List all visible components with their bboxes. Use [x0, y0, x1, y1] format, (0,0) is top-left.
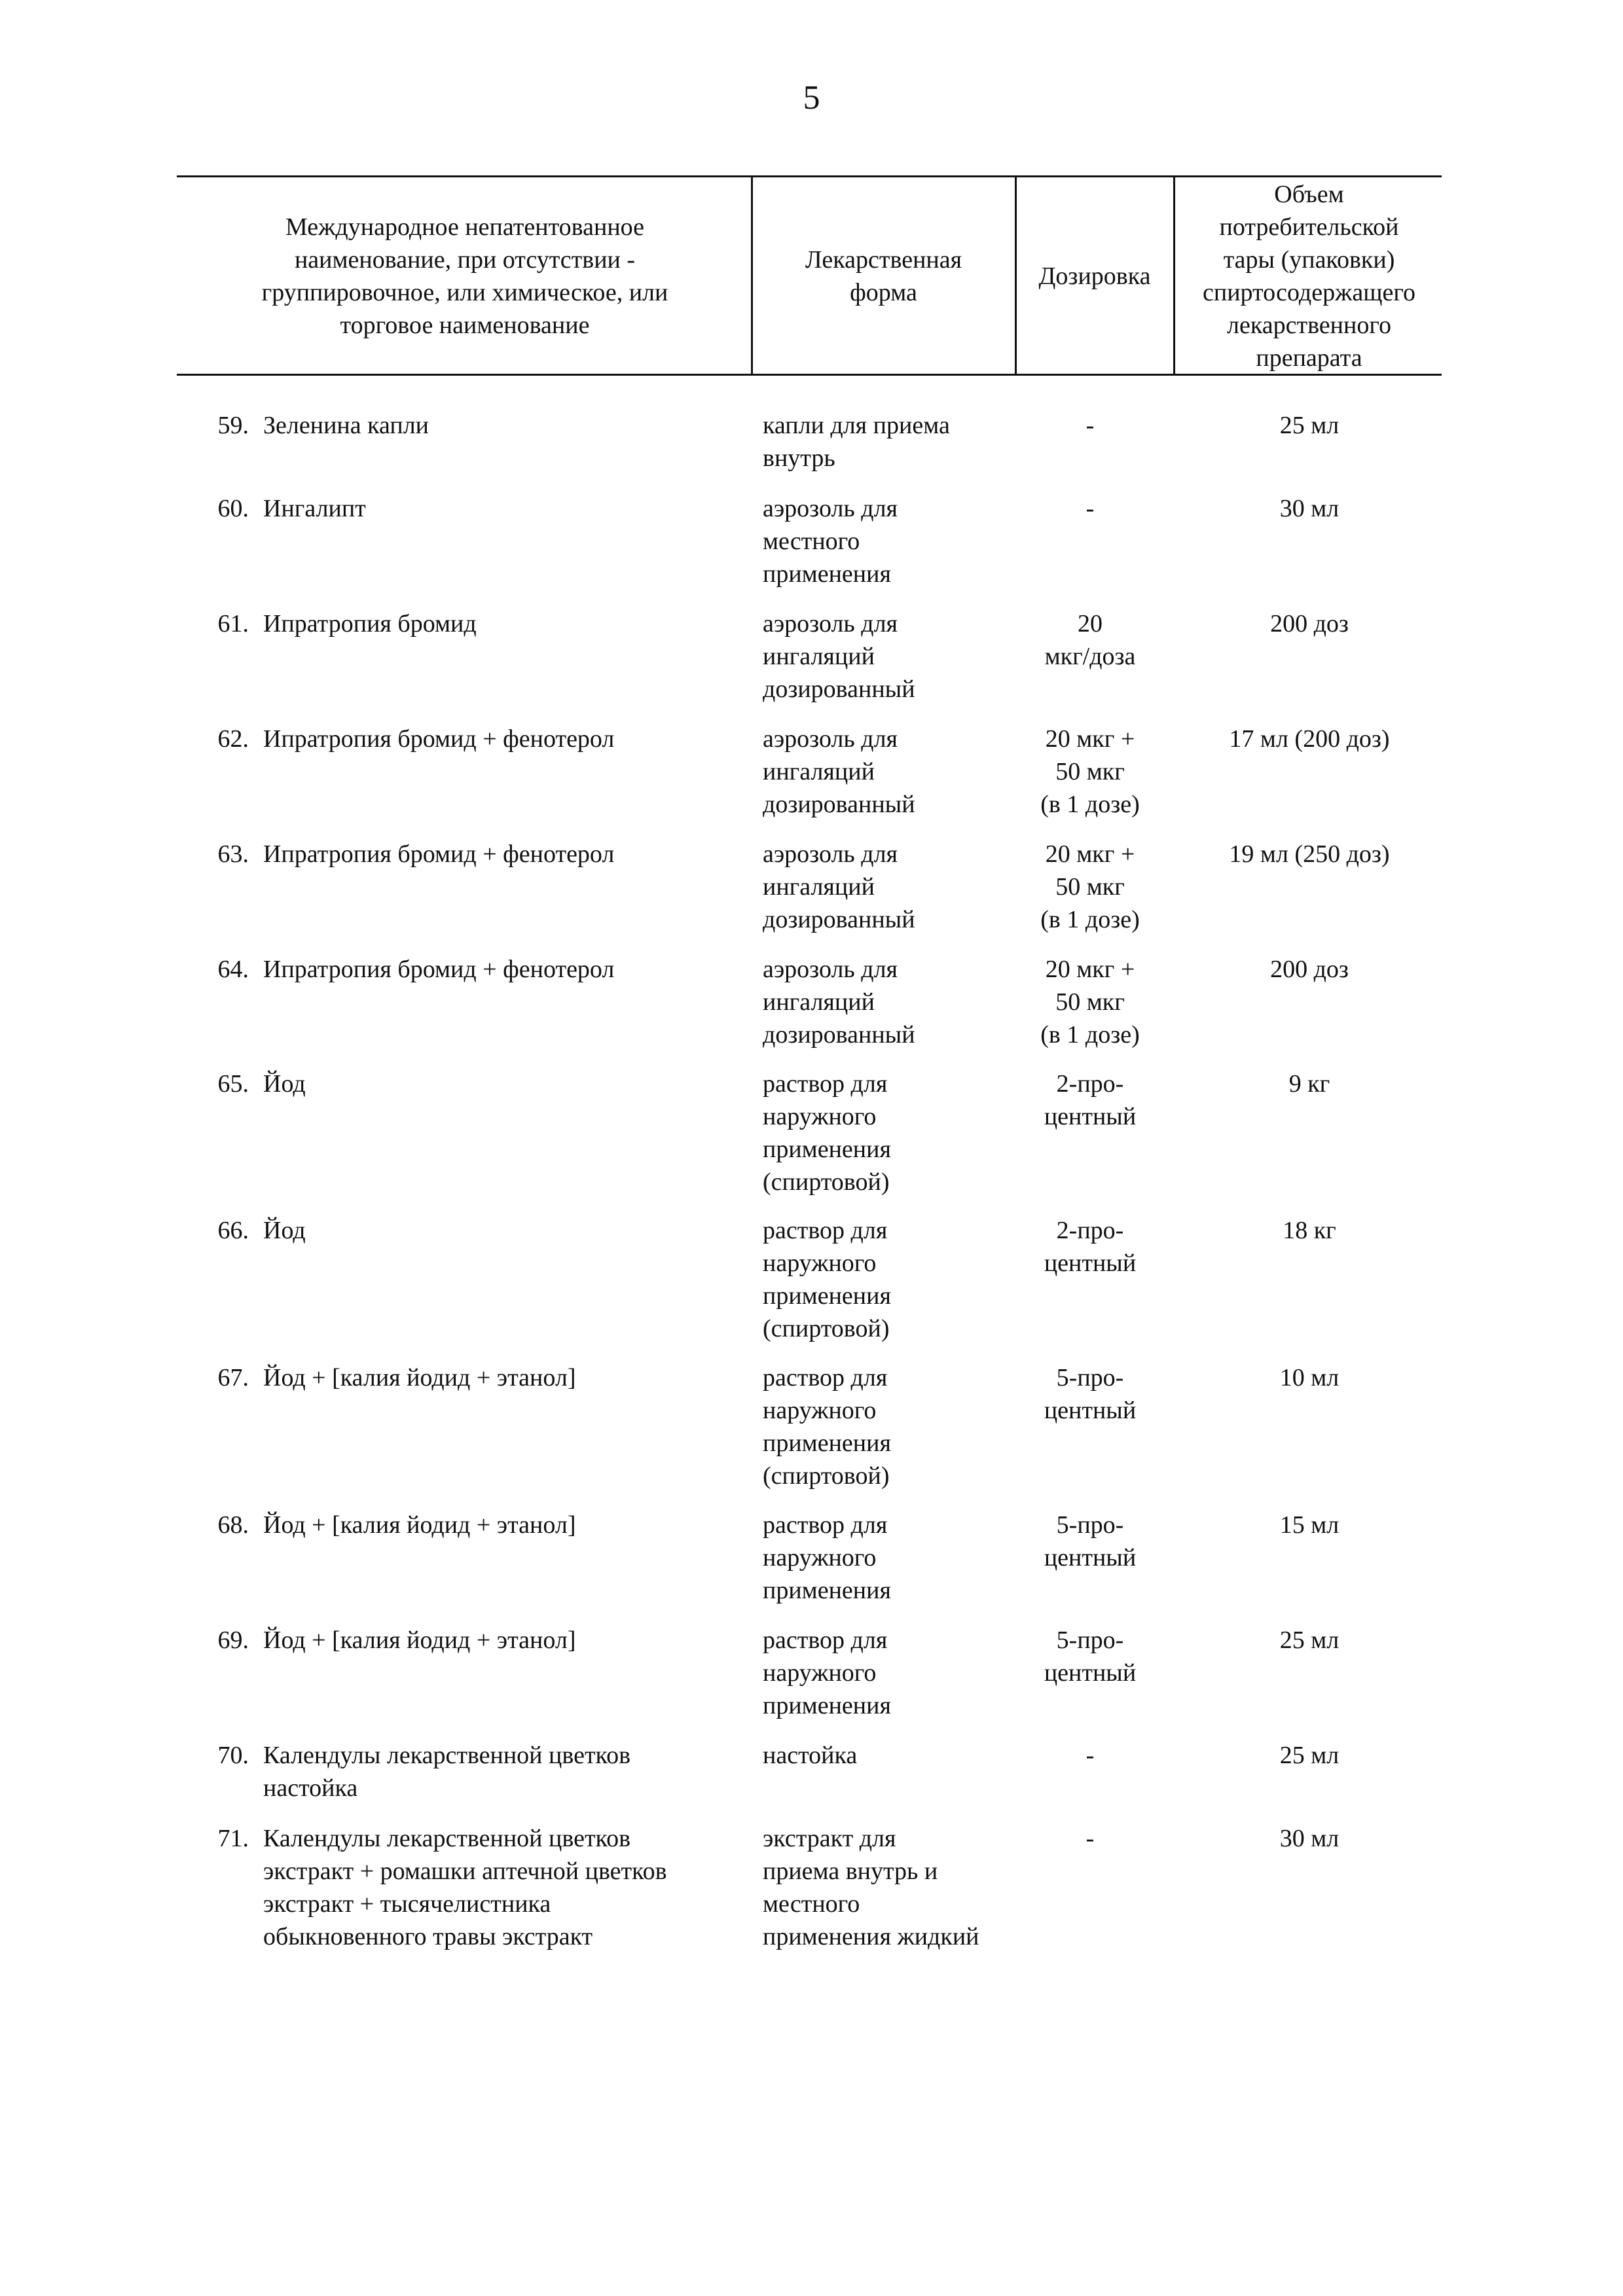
- row-number: 60.: [217, 495, 249, 522]
- row-form: раствор для наружного применения (спиртовой): [763, 1070, 891, 1196]
- row-number: 66.: [217, 1217, 249, 1244]
- row-number: 59.: [217, 412, 249, 439]
- header-divider-2: [1015, 175, 1017, 376]
- row-volume: 17 мл (200 доз): [1229, 725, 1390, 753]
- row-name: Йод + [калия йодид + этанол]: [263, 1364, 576, 1391]
- row-form: настойка: [763, 1742, 858, 1769]
- row-volume: 15 мл: [1279, 1511, 1340, 1539]
- row-number: 70.: [217, 1742, 249, 1769]
- row-volume: 30 мл: [1279, 1825, 1340, 1852]
- row-name: Ипратропия бромид + фенотерол: [263, 725, 615, 753]
- header-divider-1: [751, 175, 753, 376]
- row-form: аэрозоль для ингаляций дозированный: [763, 956, 915, 1049]
- row-dose: 20 мкг + 50 мкг (в 1 дозе): [1040, 725, 1140, 818]
- row-name: Зеленина капли: [263, 412, 429, 439]
- row-number: 65.: [217, 1070, 249, 1098]
- row-volume: 25 мл: [1279, 1626, 1340, 1654]
- row-form: раствор для наружного применения (спиртовой): [763, 1217, 891, 1342]
- row-form: экстракт для приема внутрь и местного применения жидкий: [763, 1825, 979, 1950]
- row-number: 63.: [217, 840, 249, 868]
- row-dose: 5-про- центный: [1044, 1364, 1137, 1424]
- row-name: Йод + [калия йодид + этанол]: [263, 1626, 576, 1654]
- row-form: раствор для наружного применения: [763, 1511, 891, 1604]
- row-dose: 2-про- центный: [1044, 1217, 1137, 1277]
- row-volume: 25 мл: [1279, 1742, 1340, 1769]
- row-dose: 2-про- центный: [1044, 1070, 1137, 1130]
- row-form: капли для приема внутрь: [763, 412, 950, 472]
- header-form: Лекарственная форма: [805, 245, 962, 306]
- row-number: 71.: [217, 1825, 249, 1852]
- row-dose: -: [1085, 495, 1095, 522]
- row-volume: 30 мл: [1279, 495, 1340, 522]
- row-dose: -: [1085, 412, 1095, 439]
- header-name: Международное непатентованное наименование, при отсутствии - группировочное, или химическое, или торговое наименование: [261, 213, 668, 339]
- row-dose: 20 мкг + 50 мкг (в 1 дозе): [1040, 840, 1140, 933]
- header-divider-3: [1173, 175, 1175, 376]
- row-dose: 5-про- центный: [1044, 1511, 1137, 1571]
- row-dose: 20 мкг/доза: [1044, 610, 1136, 670]
- row-dose: 20 мкг + 50 мкг (в 1 дозе): [1040, 956, 1140, 1049]
- row-form: раствор для наружного применения: [763, 1626, 891, 1719]
- row-name: Ипратропия бромид + фенотерол: [263, 840, 615, 868]
- row-name: Ипратропия бромид: [263, 610, 477, 637]
- row-form: аэрозоль для местного применения: [763, 495, 898, 588]
- row-number: 61.: [217, 610, 249, 637]
- row-number: 69.: [217, 1626, 249, 1654]
- row-form: аэрозоль для ингаляций дозированный: [763, 610, 915, 703]
- row-number: 68.: [217, 1511, 249, 1539]
- row-dose: -: [1085, 1742, 1095, 1769]
- row-name: Календулы лекарственной цветков настойка: [263, 1742, 631, 1802]
- row-volume: 19 мл (250 доз): [1229, 840, 1390, 868]
- row-name: Йод: [263, 1070, 306, 1098]
- page-number: 5: [803, 79, 820, 117]
- row-number: 62.: [217, 725, 249, 753]
- row-form: раствор для наружного применения (спиртовой): [763, 1364, 891, 1490]
- row-volume: 10 мл: [1279, 1364, 1340, 1391]
- header-dose: Дозировка: [1038, 262, 1151, 290]
- row-name: Ипратропия бромид + фенотерол: [263, 956, 615, 983]
- row-number: 67.: [217, 1364, 249, 1391]
- row-volume: 9 кг: [1288, 1070, 1330, 1098]
- row-dose: 5-про- центный: [1044, 1626, 1137, 1687]
- row-volume: 18 кг: [1283, 1217, 1336, 1244]
- row-volume: 200 доз: [1270, 956, 1349, 983]
- header-volume: Объем потребительской тары (упаковки) спиртосодержащего лекарственного препарата: [1203, 180, 1415, 372]
- row-name: Йод: [263, 1217, 306, 1244]
- row-number: 64.: [217, 956, 249, 983]
- row-form: аэрозоль для ингаляций дозированный: [763, 725, 915, 818]
- row-volume: 200 доз: [1270, 610, 1349, 637]
- row-name: Йод + [калия йодид + этанол]: [263, 1511, 576, 1539]
- row-name: Календулы лекарственной цветков экстракт + ромашки аптечной цветков экстракт + тысячелистника обыкновенного травы экстракт: [263, 1825, 667, 1950]
- row-dose: -: [1085, 1825, 1095, 1852]
- row-name: Ингалипт: [263, 495, 366, 522]
- row-form: аэрозоль для ингаляций дозированный: [763, 840, 915, 933]
- row-volume: 25 мл: [1279, 412, 1340, 439]
